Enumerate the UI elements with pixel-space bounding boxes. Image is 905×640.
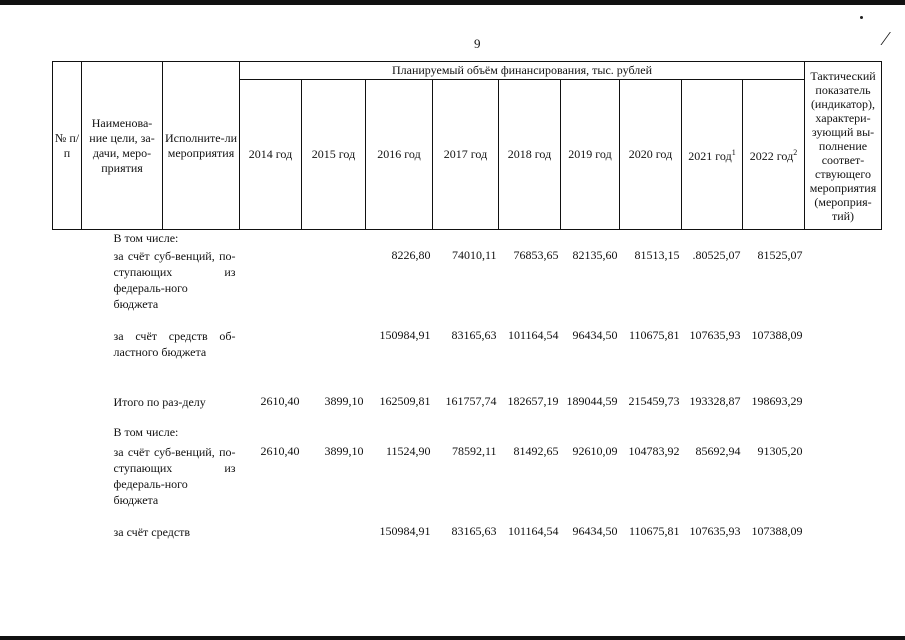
value-cell: 3899,10 xyxy=(324,393,364,408)
value-cell xyxy=(743,230,805,248)
value-cell xyxy=(302,424,366,444)
value-cell: 193328,87 xyxy=(689,393,741,408)
value-cell xyxy=(499,230,561,248)
value-cell: 85692,94 xyxy=(695,443,741,458)
value-cell xyxy=(682,424,743,444)
value-cell: 3899,10 xyxy=(324,443,364,458)
indicator-cell xyxy=(805,248,882,328)
table-row xyxy=(53,394,882,424)
value-cell xyxy=(240,424,302,444)
header-indicator: Тактический показатель (индикатор), характери-зующий вы-полнение соответ-ствующего мероприятия (мероприя-тий) xyxy=(805,62,882,230)
header-financing-group: Планируемый объём финансирования, тыс. рублей xyxy=(240,62,805,80)
value-cell: 11524,90 xyxy=(385,443,431,458)
page-number: 9 xyxy=(474,36,481,51)
value-cell: 107635,93 xyxy=(689,523,741,538)
value-cell: 8226,80 xyxy=(391,247,431,262)
value-cell xyxy=(302,230,366,248)
header-year: 2016 год xyxy=(366,80,433,230)
value-cell: 150984,91 xyxy=(379,523,431,538)
value-cell xyxy=(240,248,302,328)
header-executors: Исполните-ли мероприятия xyxy=(163,62,240,230)
value-cell xyxy=(433,230,499,248)
value-cell xyxy=(366,230,433,248)
table-row xyxy=(53,424,882,444)
value-cell: 107635,93 xyxy=(689,327,741,342)
row-number-cell xyxy=(53,444,82,524)
bottom-border-bar xyxy=(0,636,905,640)
value-cell: 110675,81 xyxy=(628,523,680,538)
value-cell: 110675,81 xyxy=(628,327,680,342)
header-year: 2018 год xyxy=(499,80,561,230)
value-cell xyxy=(743,424,805,444)
financing-table xyxy=(52,61,882,556)
value-cell: 91305,20 xyxy=(757,443,803,458)
value-cell: 83165,63 xyxy=(451,523,497,538)
value-cell xyxy=(366,424,433,444)
value-cell xyxy=(561,424,620,444)
value-cell: 150984,91 xyxy=(379,327,431,342)
value-cell: 78592,11 xyxy=(451,443,497,458)
indicator-cell xyxy=(805,394,882,424)
value-cell xyxy=(302,248,366,328)
value-cell: 2610,40 xyxy=(260,393,300,408)
value-cell xyxy=(302,524,366,556)
value-cell xyxy=(240,328,302,394)
header-year: 2022 год$^2$ xyxy=(743,80,805,230)
indicator-cell xyxy=(805,424,882,444)
value-cell xyxy=(620,424,682,444)
value-cell: 101164,54 xyxy=(507,523,559,538)
header-year: 2020 год xyxy=(620,80,682,230)
row-name: В том числе: xyxy=(113,231,179,245)
value-cell: 96434,50 xyxy=(572,523,618,538)
value-cell: 107388,09 xyxy=(751,327,803,342)
row-number-cell xyxy=(53,248,82,328)
value-cell: 101164,54 xyxy=(507,327,559,342)
header-name: Наименова-ние цели, за-дачи, меро-приятия xyxy=(82,62,163,230)
value-cell: 74010,11 xyxy=(451,247,497,262)
table-row xyxy=(53,230,882,248)
value-cell: 83165,63 xyxy=(451,327,497,342)
row-number-cell xyxy=(53,230,82,248)
row-number-cell xyxy=(53,424,82,444)
table-row xyxy=(53,444,882,524)
row-number-cell xyxy=(53,524,82,556)
table-row xyxy=(53,328,882,394)
value-cell: 182657,19 xyxy=(507,393,559,408)
value-cell xyxy=(240,230,302,248)
value-cell: 189044,59 xyxy=(566,393,618,408)
value-cell: 81492,65 xyxy=(513,443,559,458)
value-cell xyxy=(433,424,499,444)
value-cell: 82135,60 xyxy=(572,247,618,262)
row-name: В том числе: xyxy=(113,424,179,439)
indicator-cell xyxy=(805,444,882,524)
row-number-cell xyxy=(53,328,82,394)
row-name: за счёт средств xyxy=(113,524,191,539)
value-cell: .80525,07 xyxy=(692,247,741,262)
value-cell: 96434,50 xyxy=(572,327,618,342)
scan-dot xyxy=(860,16,863,19)
value-cell: 104783,92 xyxy=(628,443,680,458)
row-name: за счёт суб-венций, по-ступающих из федераль-ного бюджета xyxy=(113,248,236,311)
row-name: за счёт суб-венций, по-ступающих из федераль-ного бюджета xyxy=(113,444,236,507)
row-name: за счёт средств об-ластного бюджета xyxy=(113,328,236,359)
value-cell xyxy=(302,328,366,394)
row-name: Итого по раз-делу xyxy=(113,394,206,409)
header-year: 2017 год xyxy=(433,80,499,230)
table-row xyxy=(53,248,882,328)
value-cell: 76853,65 xyxy=(513,247,559,262)
value-cell xyxy=(561,230,620,248)
value-cell: 198693,29 xyxy=(751,393,803,408)
top-border-bar xyxy=(0,0,905,5)
table-row xyxy=(53,524,882,556)
header-year: 2015 год xyxy=(302,80,366,230)
value-cell: 162509,81 xyxy=(379,393,431,408)
value-cell: 215459,73 xyxy=(628,393,680,408)
value-cell xyxy=(682,230,743,248)
indicator-cell xyxy=(805,328,882,394)
pen-mark: ⁄ xyxy=(884,28,888,50)
value-cell: 107388,09 xyxy=(751,523,803,538)
row-number-cell xyxy=(53,394,82,424)
value-cell: 161757,74 xyxy=(445,393,497,408)
header-year: 2014 год xyxy=(240,80,302,230)
value-cell xyxy=(240,524,302,556)
indicator-cell xyxy=(805,230,882,248)
value-cell xyxy=(499,424,561,444)
value-cell: 2610,40 xyxy=(260,443,300,458)
indicator-cell xyxy=(805,524,882,556)
value-cell: 81525,07 xyxy=(757,247,803,262)
value-cell: 81513,15 xyxy=(634,247,680,262)
header-number: № п/п xyxy=(53,62,82,230)
value-cell: 92610,09 xyxy=(572,443,618,458)
value-cell xyxy=(620,230,682,248)
header-year: 2019 год xyxy=(561,80,620,230)
header-year: 2021 год$^1$ xyxy=(682,80,743,230)
